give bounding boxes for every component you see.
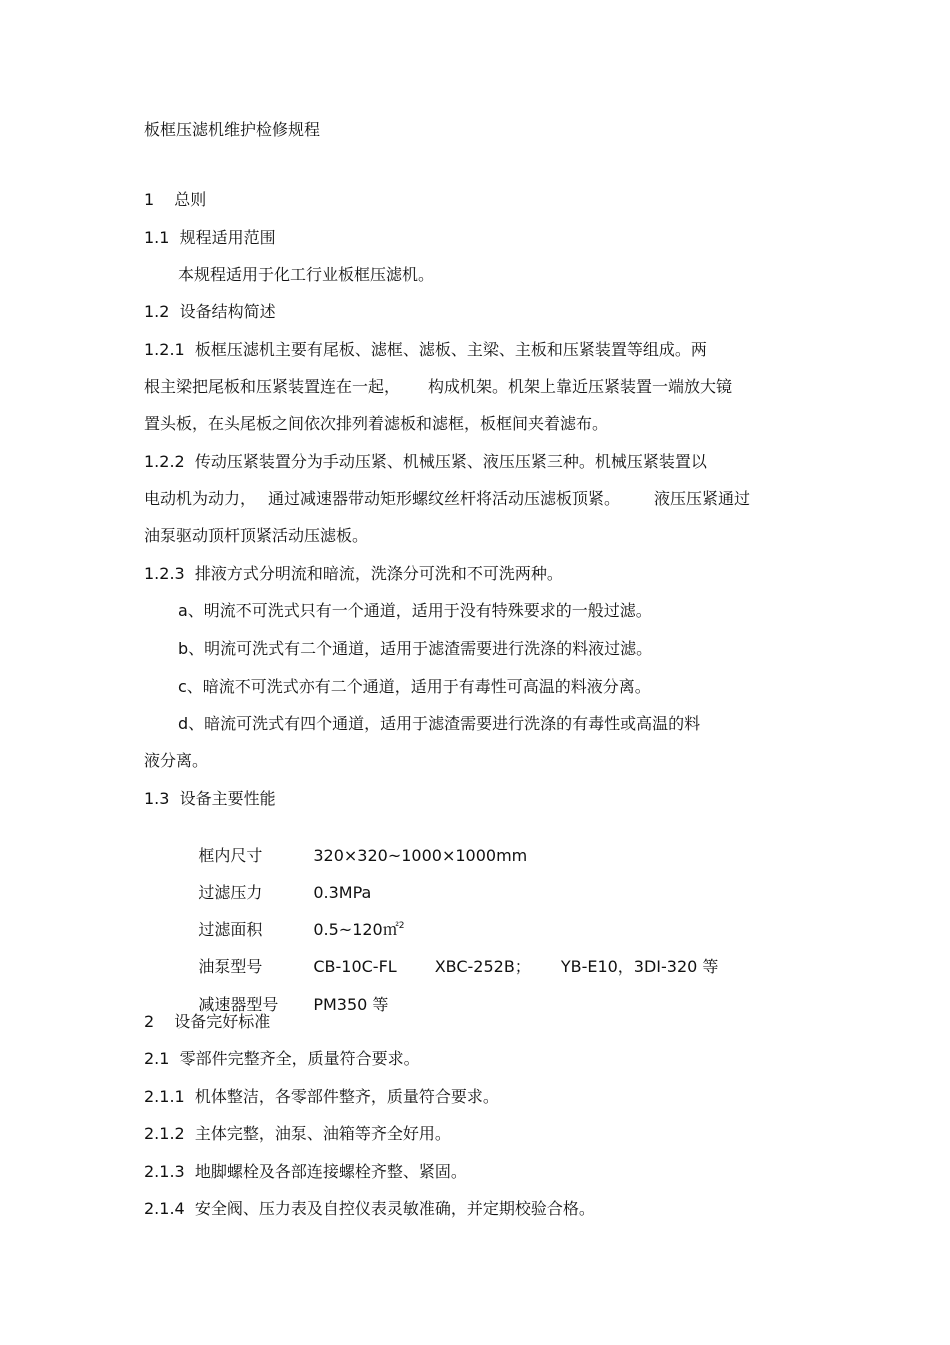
- spec-value-part: XBC-252B；: [434, 957, 531, 976]
- para-1-2-2-line-1: 1.2.2 传动压紧装置分为手动压紧、机械压紧、液压压紧三种。机械压紧装置以: [144, 452, 707, 471]
- spec-label: 框内尺寸: [198, 846, 263, 865]
- spec-label: 减速器型号: [198, 995, 279, 1014]
- list-item-b: b、明流可洗式有二个通道，适用于滤渣需要进行洗涤的料液过滤。: [178, 639, 653, 658]
- section-1-number: 1: [144, 190, 155, 209]
- section-1-title: 总则: [174, 190, 207, 209]
- section-2-number: 2: [144, 1012, 155, 1031]
- section-2-line: 2.1.1 机体整洁，各零部件整齐，质量符合要求。: [144, 1087, 499, 1106]
- section-2-heading: [144, 1012, 270, 1032]
- list-item-d: d、暗流可洗式有四个通道，适用于滤渣需要进行洗涤的有毒性或高温的料: [178, 714, 701, 733]
- spec-label: 过滤面积: [198, 920, 263, 939]
- spec-value-part: CB-10C-FL: [313, 957, 397, 976]
- section-1-1-heading: 1.1 规程适用范围: [144, 228, 276, 247]
- para-1-2-1-line-2: [144, 377, 732, 397]
- spec-value-text: 0.5~120㎡: [313, 920, 399, 939]
- para-1-2-1-line-2b: 构成机架。机架上靠近压紧装置一端放大镜: [428, 377, 733, 396]
- section-2-line: 2.1.4 安全阀、压力表及自控仪表灵敏准确，并定期校验合格。: [144, 1199, 595, 1218]
- spec-value-part: YB-E10，3DI-320 等: [560, 957, 719, 976]
- document-title: 板框压滤机维护检修规程: [144, 120, 321, 139]
- section-2-line: 2.1.2 主体完整，油泵、油箱等齐全好用。: [144, 1124, 451, 1143]
- para-1-2-1-line-2a: 根主梁把尾板和压紧装置连在一起，: [144, 377, 401, 396]
- para-1-2-2-line-2: [144, 489, 750, 509]
- list-item-d-cont: 液分离。: [144, 751, 209, 770]
- para-1-2-2-line-2c: 液压压紧通过: [654, 489, 751, 508]
- section-1-heading: [144, 190, 206, 210]
- para-1-2-2-line-2a: 电动机为动力，: [144, 489, 257, 508]
- list-item-a: a、明流不可洗式只有一个通道，适用于没有特殊要求的一般过滤。: [178, 601, 652, 620]
- spec-label: 过滤压力: [198, 883, 263, 902]
- para-1-2-1-line-3: 置头板，在头尾板之间依次排列着滤板和滤框，板框间夹着滤布。: [144, 414, 609, 433]
- section-1-3-heading: 1.3 设备主要性能: [144, 789, 276, 808]
- section-2-line: 2.1 零部件完整齐全，质量符合要求。: [144, 1049, 420, 1068]
- section-1-2-heading: 1.2 设备结构简述: [144, 302, 276, 321]
- section-1-1-text: 本规程适用于化工行业板框压滤机。: [178, 265, 435, 284]
- spec-label: 油泵型号: [198, 957, 263, 976]
- para-1-2-3: 1.2.3 排液方式分明流和暗流，洗涤分可洗和不可洗两种。: [144, 564, 563, 583]
- spec-value: 0.3MPa: [313, 883, 372, 902]
- section-2-line: 2.1.3 地脚螺栓及各部连接螺栓齐整、紧固。: [144, 1162, 467, 1181]
- spec-value: [313, 957, 718, 977]
- para-1-2-1-line-1: 1.2.1 板框压滤机主要有尾板、滤框、滤板、主梁、主板和压紧装置等组成。两: [144, 340, 707, 359]
- para-1-2-2-line-3: 油泵驱动顶杆顶紧活动压滤板。: [144, 526, 369, 545]
- spec-value-superscript: 2: [398, 921, 405, 931]
- section-2-title: 设备完好标准: [174, 1012, 271, 1031]
- para-1-2-2-line-2b: 通过减速器带动矩形螺纹丝杆将活动压滤板顶紧。: [268, 489, 621, 508]
- list-item-c: c、暗流不可洗式亦有二个通道，适用于有毒性可高温的料液分离。: [178, 677, 651, 696]
- spec-value: PM350 等: [313, 995, 389, 1014]
- spec-value: 320×320~1000×1000mm: [313, 846, 528, 865]
